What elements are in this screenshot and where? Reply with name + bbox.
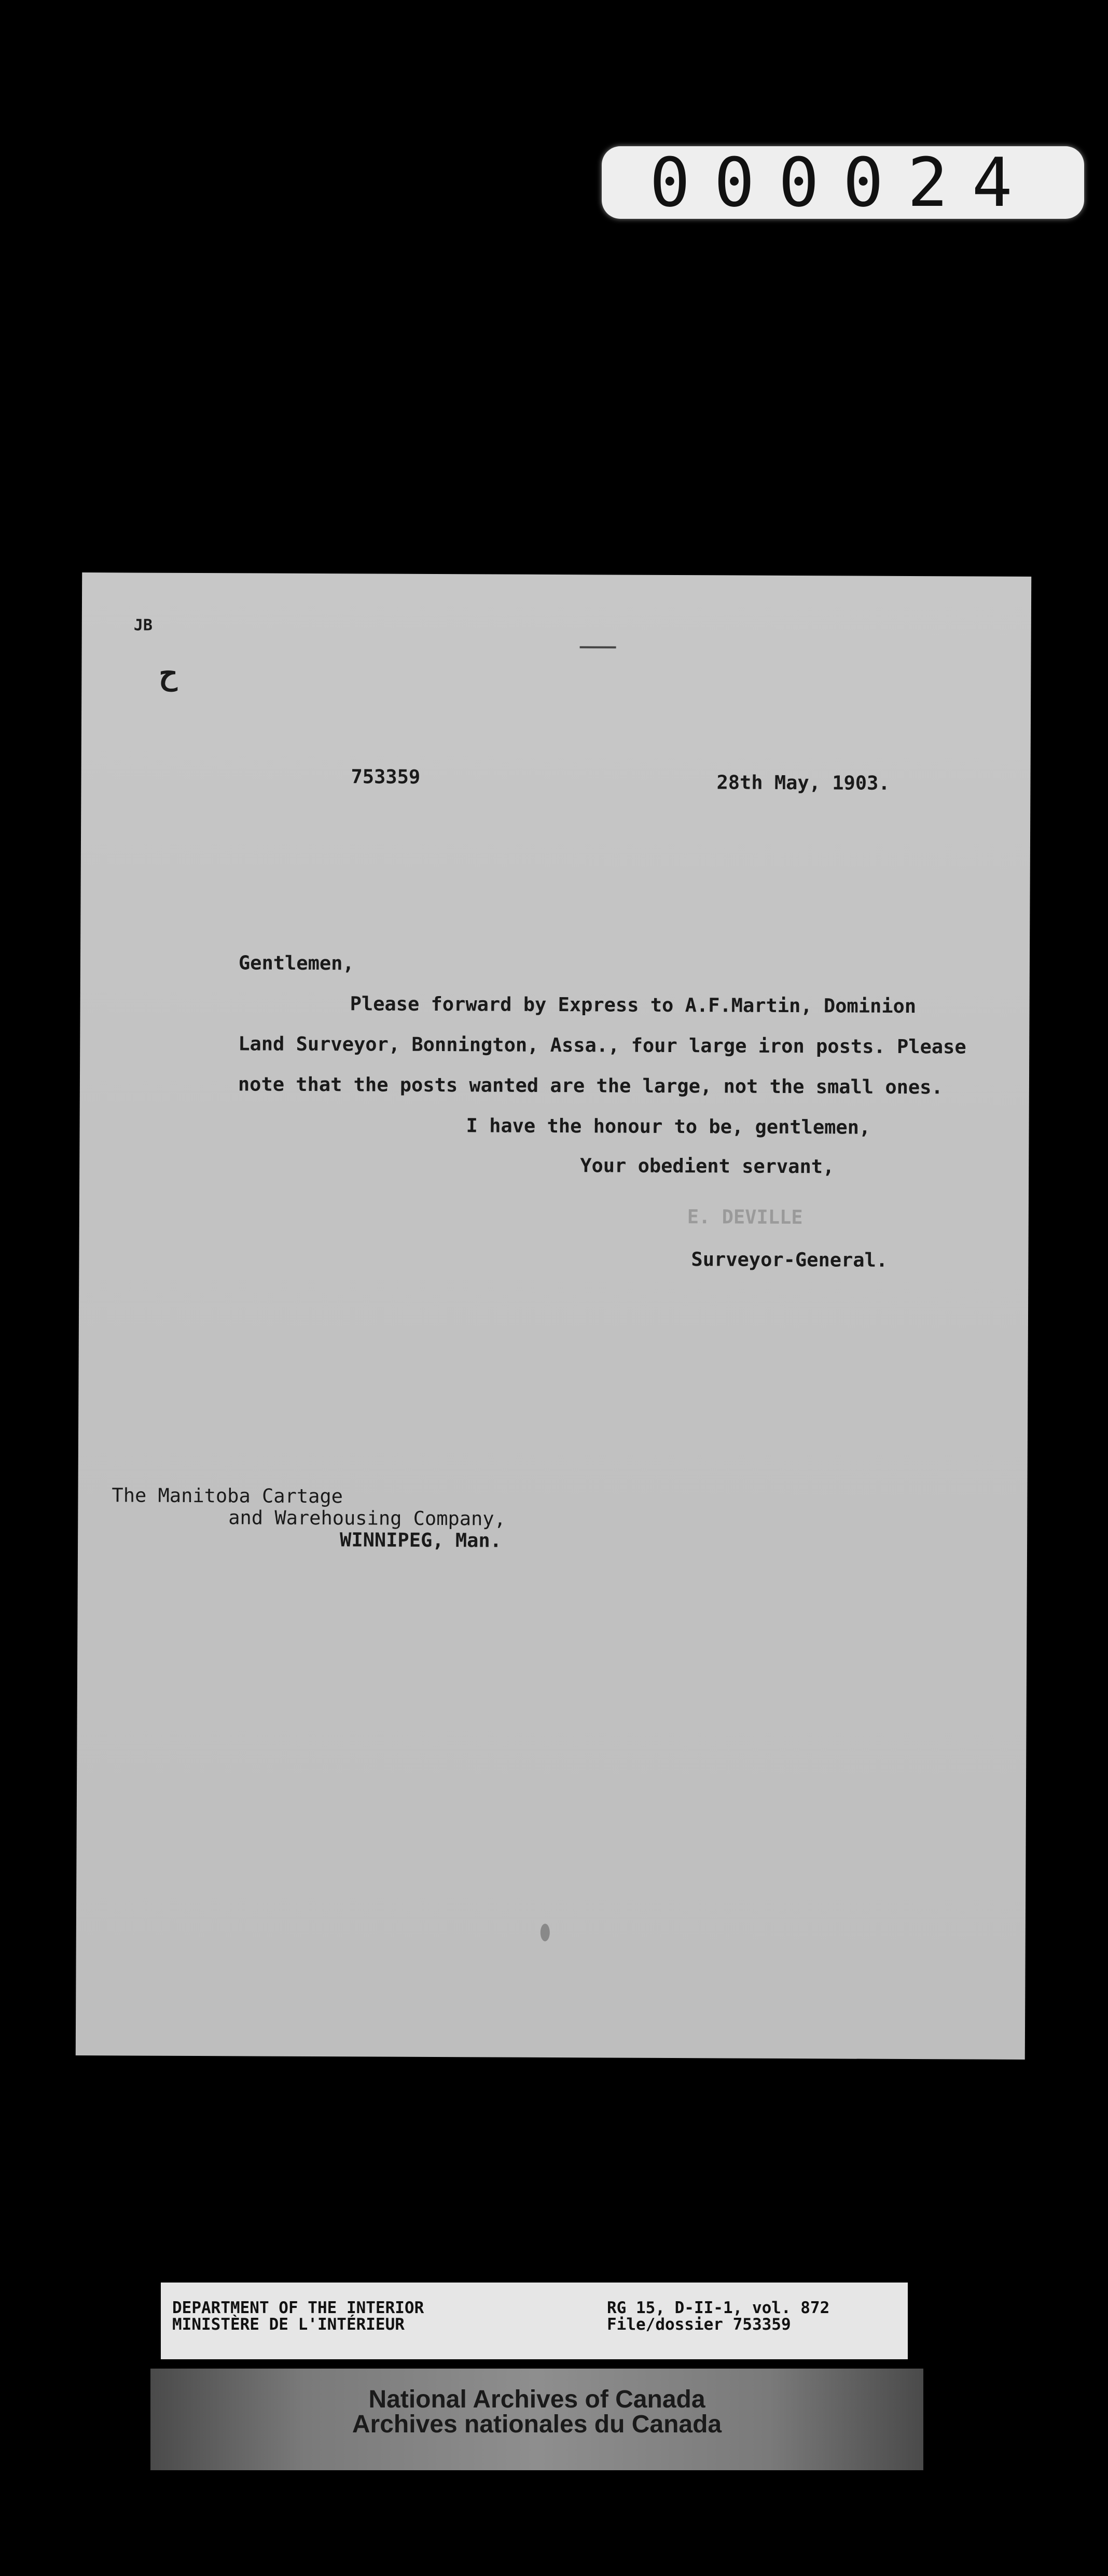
closing-line: Your obedient servant,	[580, 1154, 835, 1178]
body-line: note that the posts wanted are the large, not the small ones.	[238, 1073, 943, 1099]
ink-smudge	[541, 1924, 550, 1941]
closing-line: I have the honour to be, gentlemen,	[466, 1114, 871, 1139]
address-line: WINNIPEG, Man.	[340, 1529, 502, 1552]
record-group-reference: RG 15, D-II-1, vol. 872	[607, 2299, 830, 2317]
signature-title: Surveyor-General.	[691, 1248, 888, 1271]
salutation: Gentlemen,	[238, 951, 354, 975]
body-line: Land Surveyor, Bonnington, Assa., four large iron posts. Please	[238, 1032, 966, 1058]
letter-page	[76, 572, 1031, 2060]
department-english: DEPARTMENT OF THE INTERIOR	[172, 2299, 424, 2317]
address-line: and Warehousing Company,	[228, 1506, 506, 1530]
archive-reference-label	[161, 2283, 908, 2359]
address-line: The Manitoba Cartage	[112, 1484, 343, 1508]
body-line: Please forward by Express to A.F.Martin, Dominion	[350, 992, 917, 1018]
archives-name-english: National Archives of Canada	[368, 2386, 705, 2413]
handwritten-mark-icon: ح	[159, 655, 178, 692]
file-dossier-reference: File/dossier 753359	[607, 2315, 791, 2334]
frame-number: 000024	[602, 146, 1084, 219]
archives-banner	[150, 2369, 923, 2470]
file-number: 753359	[351, 765, 421, 788]
department-french: MINISTÈRE DE L'INTÉRIEUR	[172, 2315, 405, 2334]
archives-name-french: Archives nationales du Canada	[352, 2411, 722, 2438]
signature-stamp: E. DEVILLE	[687, 1206, 803, 1229]
typist-initials: JB	[133, 616, 153, 635]
divider	[580, 646, 616, 648]
letter-date: 28th May, 1903.	[716, 771, 890, 794]
